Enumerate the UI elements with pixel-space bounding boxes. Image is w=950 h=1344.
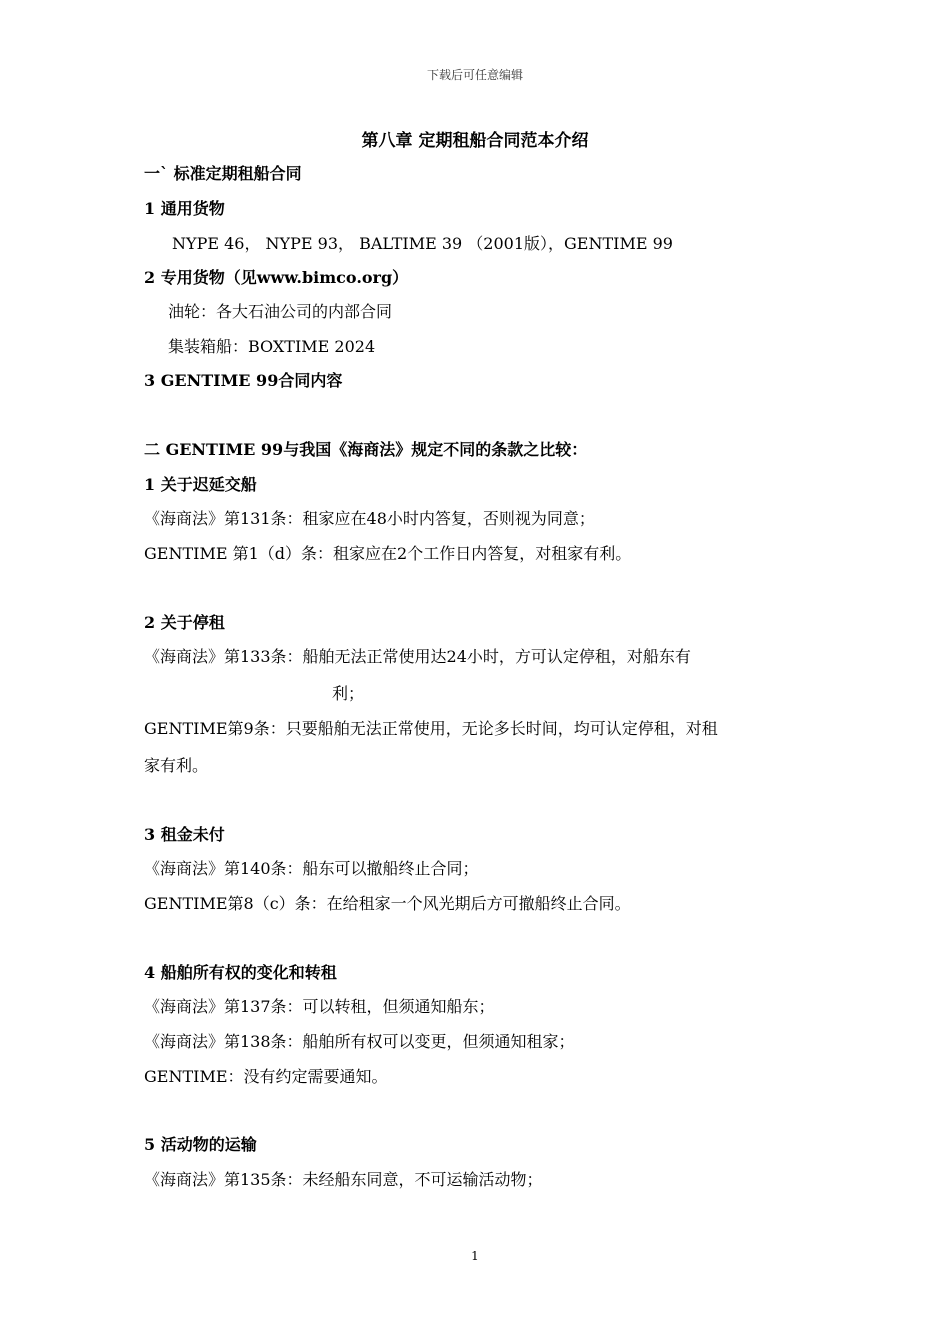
- item2-line1-continued: 利；: [332, 684, 365, 703]
- section1-sub2-line2: 集装箱船：BOXTIME 2024: [168, 337, 376, 356]
- section1-sub2-heading: 2 专用货物（见www.bimco.org）: [144, 268, 409, 287]
- item1-line1: 《海商法》第131条：租家应在48小时内答复，否则视为同意；: [144, 509, 595, 528]
- page-title: 第八章 定期租船合同范本介绍: [361, 131, 589, 151]
- section1-sub2-line1: 油轮：各大石油公司的内部合同: [168, 302, 393, 321]
- section2-heading: 二 GENTIME 99与我国《海商法》规定不同的条款之比较：: [144, 440, 588, 459]
- item4-heading: 4 船舶所有权的变化和转租: [144, 963, 337, 982]
- item4-line3: GENTIME：没有约定需要通知。: [144, 1067, 388, 1086]
- section1-heading: 一` 标准定期租船合同: [144, 164, 302, 183]
- section1-sub1-heading: 1 通用货物: [144, 199, 225, 218]
- item2-line2-continued: 家有利。: [144, 756, 209, 775]
- item4-line2: 《海商法》第138条：船舶所有权可以变更，但须通知租家；: [144, 1032, 575, 1051]
- item1-line2: GENTIME 第1（d）条：租家应在2个工作日内答复，对租家有利。: [144, 544, 632, 563]
- item2-heading: 2 关于停租: [144, 613, 225, 632]
- item1-heading: 1 关于迟延交船: [144, 475, 257, 494]
- page-number: 1: [471, 1249, 479, 1263]
- item3-line1: 《海商法》第140条：船东可以撤船终止合同；: [144, 859, 479, 878]
- item3-line2: GENTIME第8（c）条：在给租家一个风光期后方可撤船终止合同。: [144, 894, 631, 913]
- item3-heading: 3 租金未付: [144, 825, 225, 844]
- item2-line1: 《海商法》第133条：船舶无法正常使用达24小时，方可认定停租，对船东有: [144, 647, 691, 666]
- item5-heading: 5 活动物的运输: [144, 1135, 257, 1154]
- section1-sub3-heading: 3 GENTIME 99合同内容: [144, 371, 343, 390]
- item5-line1: 《海商法》第135条：未经船东同意，不可运输活动物；: [144, 1170, 543, 1189]
- header-note: 下载后可任意编辑: [426, 68, 523, 82]
- item4-line1: 《海商法》第137条：可以转租，但须通知船东；: [144, 997, 495, 1016]
- item2-line2: GENTIME第9条：只要船舶无法正常使用，无论多长时间，均可认定停租，对租: [144, 719, 718, 738]
- section1-sub1-text: NYPE 46， NYPE 93， BALTIME 39 （2001版），GENTIME 99: [172, 234, 673, 253]
